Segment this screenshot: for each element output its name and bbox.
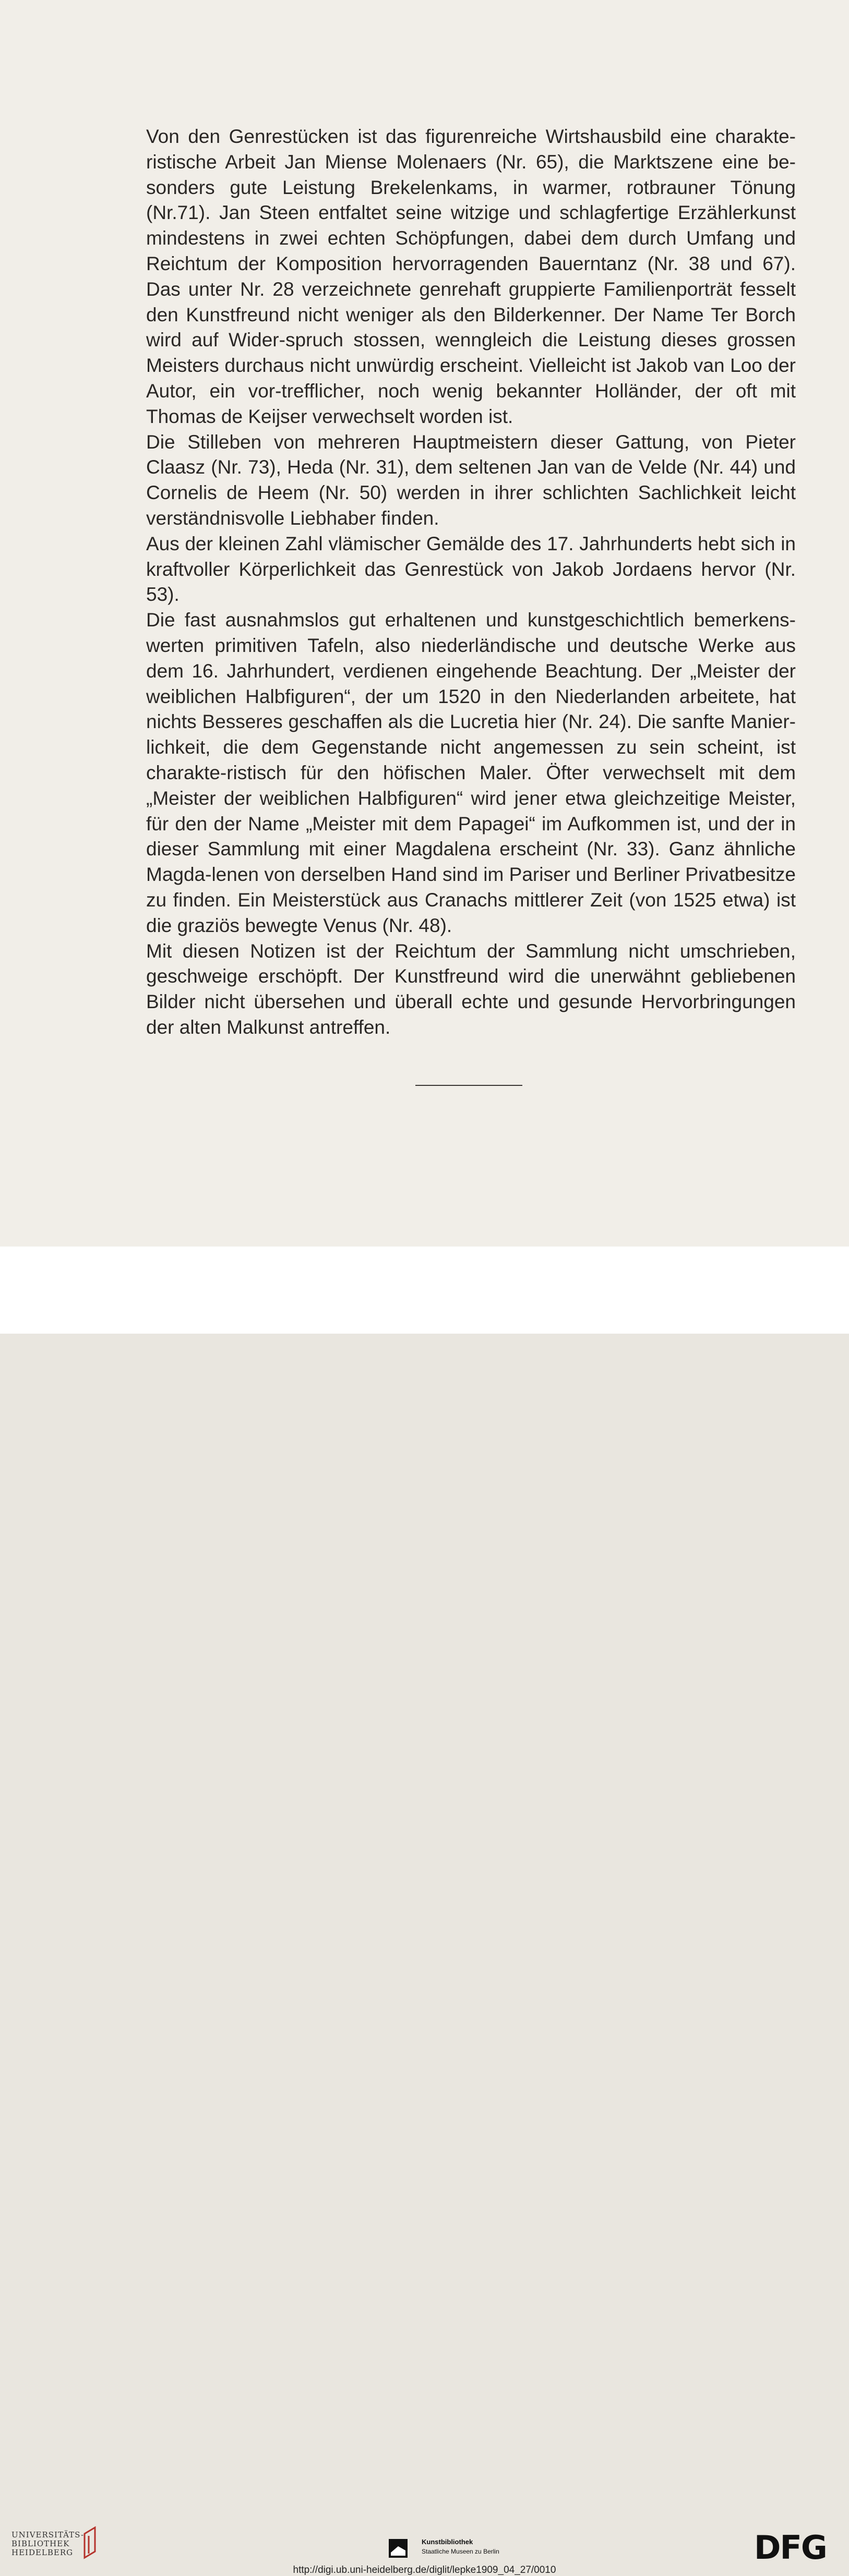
paragraph-still-life: Die Stilleben von mehreren Hauptmeistern dieser Gattung, von Pieter Claasz (Nr. 73), Heda (Nr. 31), dem seltenen Jan van de Velde (Nr. 44) und Cornelis de Heem (Nr. 50) werden in ihrer schlichten Sachlichkeit leicht verständnisvolle Liebhaber finden.	[146, 431, 796, 529]
library-subtitle: Staatliche Museen zu Berlin	[422, 2548, 499, 2555]
kunstbibliothek-credit[interactable]	[422, 2537, 499, 2556]
kunstbibliothek-logo-icon	[389, 2539, 408, 2558]
scanned-page	[0, 0, 849, 1247]
dfg-logo[interactable]: DFG	[754, 2529, 827, 2567]
university-library-logo[interactable]	[11, 2531, 84, 2557]
closing-rule	[415, 1085, 522, 1086]
uni-logo-line: HEIDELBERG	[11, 2548, 74, 2557]
paragraph-genre: Von den Genrestücken ist das figurenreiche Wirtshausbild eine charakte-ristische Arbeit Jan Miense Molenaers (Nr. 65), die Marktszene eine be-sonders gute Leistung Brekelenkams, in warmer, rotbrauner Tönung (Nr.71). Jan Steen entfaltet seine witzige und schlagfertige Erzählerkunst mindestens in zwei echten Schöpfungen, dabei dem durch Umfang und Reichtum der Komposition hervorragenden Bauerntanz (Nr. 38 und 67). Das unter Nr. 28 verzeichnete genrehaft gruppierte Familienporträt fesselt den Kunstfreund nicht weniger als den Bilderkenner. Der Name Ter Borch wird auf Wider-spruch stossen, wenngleich die Leistung dieses grossen Meisters durchaus nicht unwürdig erscheint. Vielleicht ist Jakob van Loo der Autor, ein vor-trefflicher, noch wenig bekannter Holländer, der oft mit Thomas de Keijser verwechselt worden ist.	[146, 126, 796, 427]
digitization-footer	[0, 1247, 849, 2575]
body-text	[146, 124, 796, 1041]
library-title: Kunstbibliothek	[422, 2538, 473, 2546]
university-emblem-icon	[79, 2525, 100, 2562]
paragraph-flemish: Aus der kleinen Zahl vlämischer Gemälde des 17. Jahrhunderts hebt sich in kraftvoller Körperlichkeit das Genrestück von Jakob Jordaens hervor (Nr. 53).	[146, 533, 796, 606]
uni-logo-line: UNIVERSITÄTS-	[11, 2530, 85, 2539]
paragraph-primitives: Die fast ausnahmslos gut erhaltenen und kunstgeschichtlich bemerkens-werten primitiven Tafeln, also niederländische und deutsche Werke aus dem 16. Jahrhundert, verdienen eingehende Beachtung. Der „Meister der weiblichen Halbfiguren“, der um 1520 in den Niederlanden arbeitete, hat nichts Besseres geschaffen als die Lucretia hier (Nr. 24). Die sanfte Manier-lichkeit, die dem Gegenstande nicht angemessen zu sein scheint, ist charakte-ristisch für den höfischen Maler. Öfter verwechselt mit dem „Meister der weiblichen Halbfiguren“ wird jener etwa gleichzeitige Meister, für den der Name „Meister mit dem Papagei“ im Aufkommen ist, und der in dieser Sammlung mit einer Magdalena erscheint (Nr. 33). Ganz ähnliche Magda-lenen von derselben Hand sind im Pariser und Berliner Privatbesitze zu finden. Ein Meisterstück aus Cranachs mittlerer Zeit (von 1525 etwa) ist die graziös bewegte Venus (Nr. 48).	[146, 609, 796, 936]
paragraph-conclusion: Mit diesen Notizen ist der Reichtum der Sammlung nicht umschrieben, geschweige erschöpft. Der Kunstfreund wird die unerwähnt gebliebenen Bilder nicht übersehen und überall echte und gesunde Hervorbringungen der alten Malkunst antreffen.	[146, 940, 796, 1038]
source-url-link[interactable]: http://digi.ub.uni-heidelberg.de/diglit/lepke1909_04_27/0010	[293, 2565, 556, 2575]
uni-logo-line: BIBLIOTHEK	[11, 2539, 70, 2548]
